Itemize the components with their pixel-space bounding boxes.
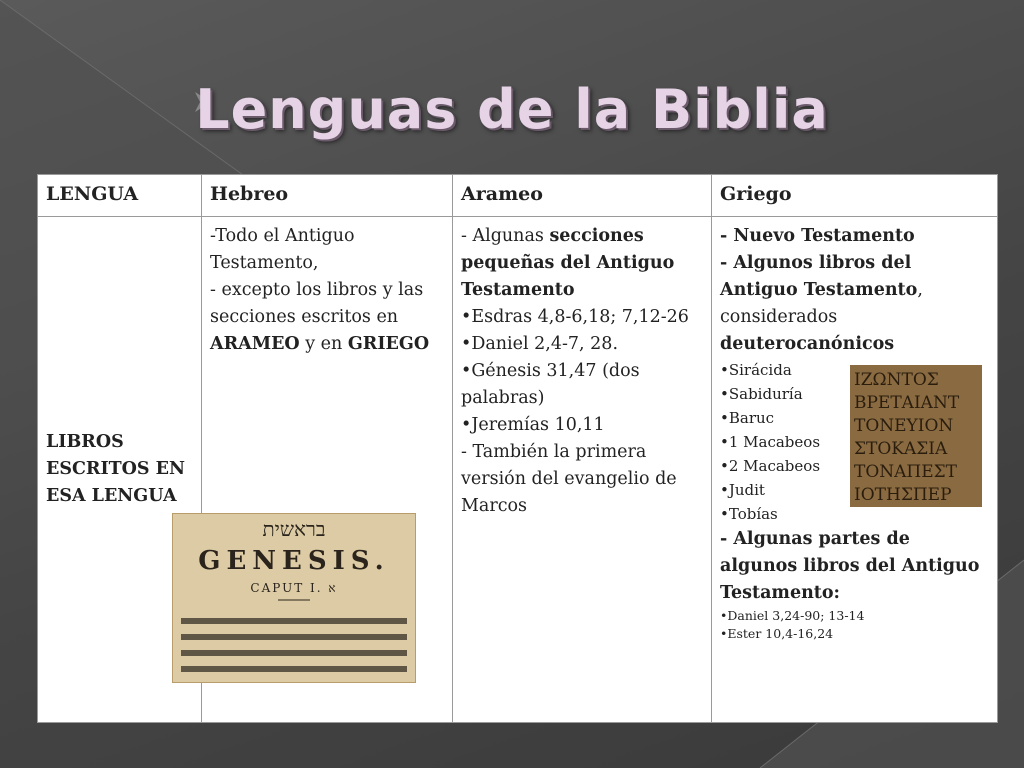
arameo-item: •Esdras 4,8-6,18; 7,12-26: [461, 307, 689, 327]
hebreo-line-2: - excepto los libros y las secciones escritos en ARAMEO y en GRIEGO: [210, 280, 430, 354]
svg-text:ΤΟΝΕΥΙΟΝ: ΤΟΝΕΥΙΟΝ: [854, 416, 954, 436]
book-item: •2 Macabeos: [720, 457, 821, 475]
hebreo-line-1: -Todo el Antiguo Testamento,: [210, 226, 355, 273]
svg-text:CAPUT I. א: CAPUT I. א: [250, 581, 338, 595]
book-item: •Baruc: [720, 409, 775, 427]
header-hebreo: Hebreo: [202, 175, 453, 217]
svg-text:ΙΖΩΝΤΟΣ: ΙΖΩΝΤΟΣ: [854, 370, 939, 390]
arameo-intro: - Algunas secciones pequeñas del Antiguo Testamento: [461, 226, 675, 300]
griego-parts: - Algunas partes de algunos libros del Antiguo Testamento:: [720, 529, 980, 603]
book-item: •Sirácida: [720, 361, 792, 379]
svg-text:ΤΟΝΑΠΕΣΤ: ΤΟΝΑΠΕΣΤ: [854, 462, 958, 482]
arameo-item: •Daniel 2,4-7, 28.: [461, 334, 619, 354]
cell-griego: [712, 217, 998, 723]
svg-text:ΙΟΤΗΣΠΕΡ: ΙΟΤΗΣΠΕΡ: [854, 485, 952, 505]
header-arameo: Arameo: [453, 175, 712, 217]
svg-text:ΣΤΟΚΑΣΙΑ: ΣΤΟΚΑΣΙΑ: [854, 439, 948, 459]
table-header-row: [38, 175, 998, 217]
book-item: •1 Macabeos: [720, 433, 821, 451]
svg-text:ΒΡΕΤΑΙΑΝΤ: ΒΡΕΤΑΙΑΝΤ: [854, 393, 960, 413]
arameo-also: - También la primera versión del evangelio de Marcos: [461, 442, 677, 516]
table-row: [38, 217, 998, 723]
griego-nt: - Nuevo Testamento: [720, 226, 915, 246]
greek-manuscript-image: [850, 365, 982, 507]
book-item: •Tobías: [720, 505, 778, 523]
ref-item: •Ester 10,4-16,24: [720, 626, 834, 641]
header-lengua: LENGUA: [38, 175, 202, 217]
svg-text:GENESIS.: GENESIS.: [198, 546, 390, 576]
genesis-manuscript-image: [172, 513, 416, 683]
page-title: Lenguas de la Biblia: [195, 78, 829, 141]
cell-hebreo: [198, 217, 453, 723]
book-item: •Judit: [720, 481, 765, 499]
arameo-item: •Jeremías 10,11: [461, 415, 605, 435]
arameo-item: •Génesis 31,47 (dos palabras): [461, 361, 640, 408]
row-label: LIBROS ESCRITOS EN ESA LENGUA: [38, 217, 202, 723]
languages-table: [37, 174, 998, 723]
svg-text:בראשית: בראשית: [262, 517, 326, 541]
cell-arameo: [453, 217, 712, 723]
header-griego: Griego: [712, 175, 998, 217]
griego-some-books: - Algunos libros del Antiguo Testamento, considerados deuterocanónicos: [720, 253, 923, 354]
ref-item: •Daniel 3,24-90; 13-14: [720, 608, 865, 623]
book-item: •Sabiduría: [720, 385, 803, 403]
